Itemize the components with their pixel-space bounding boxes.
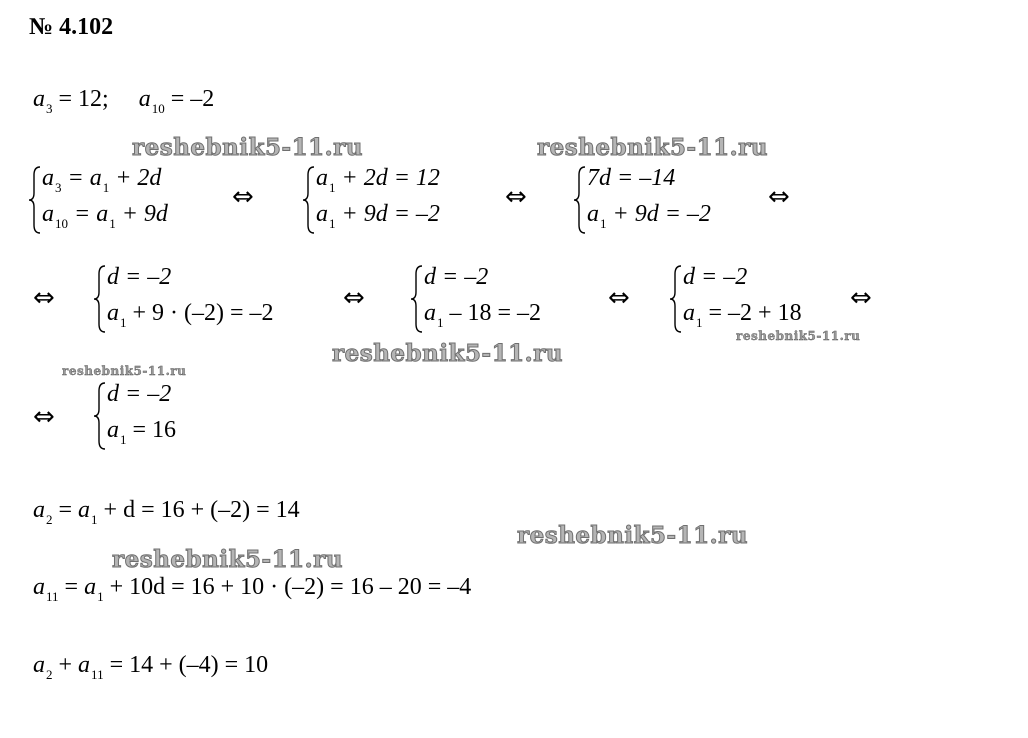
system-row: $a_1 - 18 = -2$ xyxy=(424,300,542,330)
system-4 xyxy=(93,264,323,334)
equivalence-icon: ⇔ xyxy=(850,283,872,313)
system-row: $a_1 + 2d = 12$ xyxy=(316,165,440,195)
equivalence-icon: ⇔ xyxy=(608,283,630,313)
system-row: d = –2 xyxy=(424,264,489,290)
watermark: reshebnik5-11.ru xyxy=(537,134,768,161)
watermark: reshebnik5-11.ru xyxy=(132,134,363,161)
system-2 xyxy=(302,165,502,235)
watermark: reshebnik5-11.ru xyxy=(517,522,748,549)
watermark: reshebnik5-11.ru xyxy=(736,329,861,343)
system-row: $a_{10} = a_1 + 9d$ xyxy=(42,201,168,231)
equivalence-icon: ⇔ xyxy=(505,182,527,212)
brace-icon xyxy=(93,381,107,451)
system-7 xyxy=(93,381,213,451)
equivalence-icon: ⇔ xyxy=(33,283,55,313)
equivalence-icon: ⇔ xyxy=(343,283,365,313)
equivalence-icon: ⇔ xyxy=(232,182,254,212)
page-title: № 4.102 xyxy=(29,14,114,40)
given-values: $a_3 = 12$; $a_{10} = -2$ xyxy=(33,86,215,116)
system-6 xyxy=(669,264,849,334)
brace-icon xyxy=(302,165,316,235)
system-row: d = –2 xyxy=(107,264,172,290)
system-row: d = –2 xyxy=(107,381,172,407)
a2-equation: $a_2 = a_1 + d = 16 + (-2) = 14$ xyxy=(33,497,300,527)
brace-icon xyxy=(410,264,424,334)
system-3 xyxy=(573,165,773,235)
a10-symbol: a xyxy=(138,86,151,112)
system-5 xyxy=(410,264,590,334)
system-row: $a_1 = 16$ xyxy=(107,417,177,447)
watermark: reshebnik5-11.ru xyxy=(62,364,187,378)
system-row: d = –2 xyxy=(683,264,748,290)
system-row: $a_1 + 9 \cdot (-2) = -2$ xyxy=(107,300,274,330)
watermark: reshebnik5-11.ru xyxy=(332,340,563,367)
a11-equation: $a_{11} = a_1 + 10d = 16 + 10 \cdot (-2) = 16 - 20 = -4$ xyxy=(33,574,472,604)
equivalence-icon: ⇔ xyxy=(768,182,790,212)
system-row: 7d = –14 xyxy=(587,165,676,191)
system-row: $a_3 = a_1 + 2d$ xyxy=(42,165,162,195)
sum-equation: $a_2 + a_{11} = 14 + (-4) = 10$ xyxy=(33,652,269,682)
watermark: reshebnik5-11.ru xyxy=(112,546,343,573)
brace-icon xyxy=(573,165,587,235)
system-row: $a_1 + 9d = -2$ xyxy=(587,201,711,231)
a3-symbol: a xyxy=(33,86,45,112)
system-row: $a_1 = -2 + 18$ xyxy=(683,300,802,330)
system-1 xyxy=(28,165,228,235)
equivalence-icon: ⇔ xyxy=(33,402,55,432)
brace-icon xyxy=(28,165,42,235)
system-row: $a_1 + 9d = -2$ xyxy=(316,201,440,231)
brace-icon xyxy=(669,264,683,334)
brace-icon xyxy=(93,264,107,334)
